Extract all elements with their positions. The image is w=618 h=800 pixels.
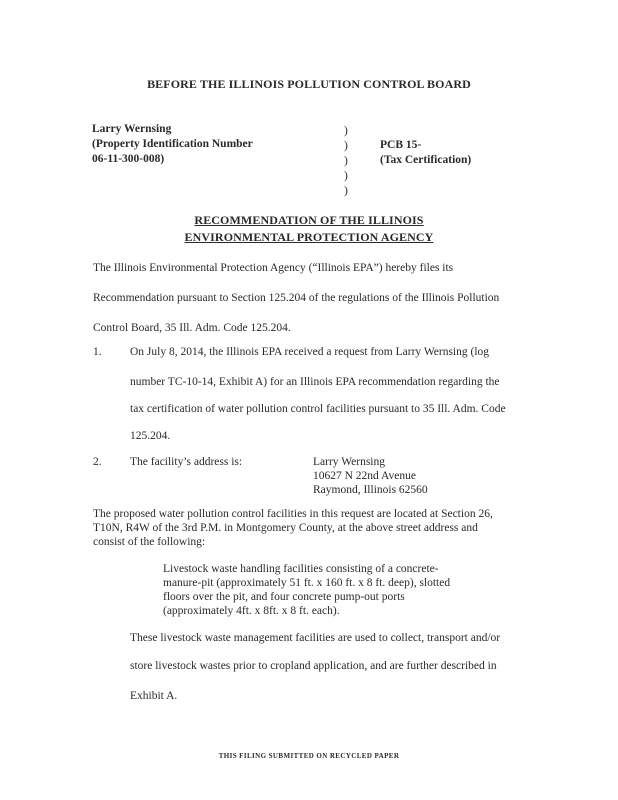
facility-line: floors over the pit, and four concrete pump-out ports <box>163 591 405 603</box>
closing-line: store livestock wastes prior to cropland application, and are further described in <box>130 660 497 672</box>
item-1-line: On July 8, 2014, the Illinois EPA received a request from Larry Wernsing (log <box>130 346 490 358</box>
intro-line: Control Board, 35 Ill. Adm. Code 125.204. <box>93 322 291 334</box>
recycled-paper-footer: THIS FILING SUBMITTED ON RECYCLED PAPER <box>218 752 400 760</box>
petitioner-name: Larry Wernsing <box>92 123 172 135</box>
property-id-number: 06-11-300-008) <box>92 153 165 165</box>
case-type: (Tax Certification) <box>380 154 472 166</box>
property-id-label: (Property Identification Number <box>92 138 253 150</box>
item-2-number: 2. <box>93 456 102 468</box>
caption-paren: ) <box>344 155 348 167</box>
caption-paren: ) <box>344 170 348 182</box>
intro-line: The Illinois Environmental Protection Agency (“Illinois EPA”) hereby files its <box>93 262 454 274</box>
board-title: BEFORE THE ILLINOIS POLLUTION CONTROL BOARD <box>147 77 471 91</box>
case-number: PCB 15- <box>380 139 422 151</box>
item-1-line: number TC-10-14, Exhibit A) for an Illinois EPA recommendation regarding the <box>130 376 500 388</box>
intro-line: Recommendation pursuant to Section 125.204 of the regulations of the Illinois Pollution <box>93 292 500 304</box>
item-1-line: tax certification of water pollution control facilities pursuant to 35 Ill. Adm. Code <box>130 403 506 415</box>
facility-line: Livestock waste handling facilities consisting of a concrete- <box>163 563 439 575</box>
caption-paren: ) <box>344 140 348 152</box>
proposed-line: consist of the following: <box>93 536 206 548</box>
facility-line: manure-pit (approximately 51 ft. x 160 ft. x 8 ft. deep), slotted <box>163 577 451 589</box>
address-line: 10627 N 22nd Avenue <box>313 470 416 482</box>
recommendation-title-line-2: ENVIRONMENTAL PROTECTION AGENCY <box>184 230 434 244</box>
facility-address-label: The facility’s address is: <box>130 456 243 468</box>
closing-line: These livestock waste management facilities are used to collect, transport and/or <box>130 632 501 644</box>
proposed-line: The proposed water pollution control facilities in this request are located at Section 26, <box>93 508 493 520</box>
address-line: Larry Wernsing <box>313 456 385 468</box>
item-1-number: 1. <box>93 346 102 358</box>
proposed-line: T10N, R4W of the 3rd P.M. in Montgomery County, at the above street address and <box>93 522 478 534</box>
caption-paren: ) <box>344 125 348 137</box>
facility-line: (approximately 4ft. x 8ft. x 8 ft. each). <box>163 605 340 617</box>
address-line: Raymond, Illinois 62560 <box>313 484 428 496</box>
recommendation-title-line-1: RECOMMENDATION OF THE ILLINOIS <box>194 213 424 227</box>
closing-line: Exhibit A. <box>130 690 178 702</box>
caption-paren: ) <box>344 185 348 197</box>
item-1-line: 125.204. <box>130 430 171 442</box>
